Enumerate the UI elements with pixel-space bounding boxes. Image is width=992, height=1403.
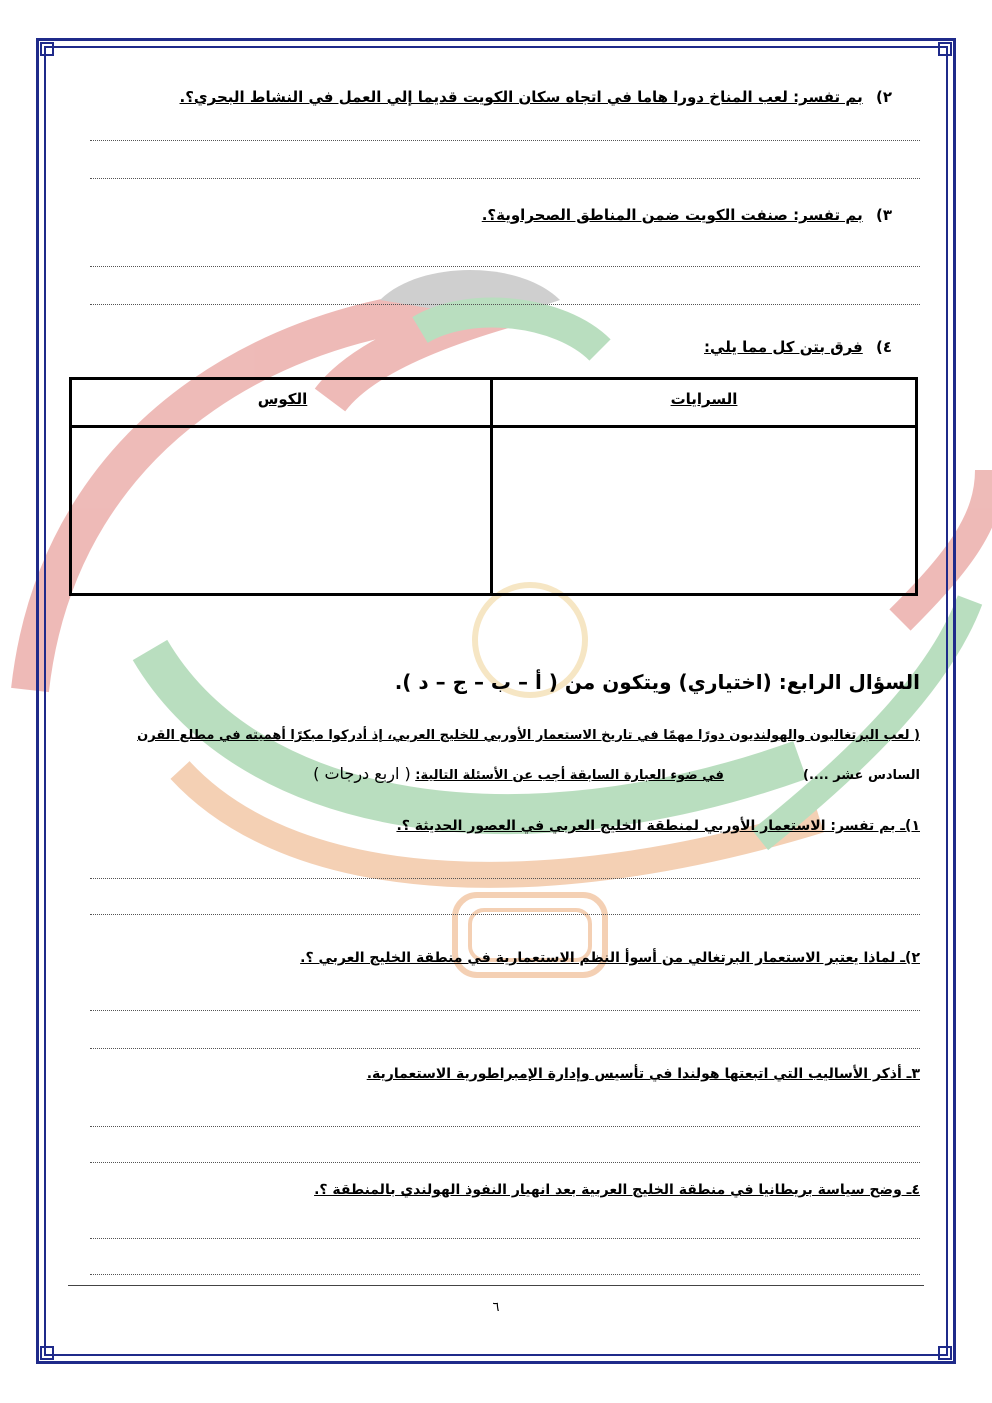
passage-line [313,764,920,783]
question-4 [704,338,892,356]
section-title: السؤال الرابع: (اختياري) ويتكون من ( أ – ب – ج – د ). [394,670,920,694]
subquestion-3: ٣ـ أذكر الأساليب التي اتبعتها هولندا في تأسيس وإدارة الإمبراطورية الاستعمارية. [366,1066,920,1082]
answer-line[interactable] [90,266,920,267]
answer-line[interactable] [90,304,920,305]
passage-instruction: في ضوء العبارة السابقة أجب عن الأسئلة التالية: [415,768,724,783]
question-text: بم تفسر: لعب المناخ دورا هاما في اتجاه سكان الكويت قديما إلي العمل في النشاط البحري؟. [179,88,863,106]
question-text: فرق بتن كل مما يلي: [704,338,863,356]
table-header: الكوس [72,380,493,428]
answer-line[interactable] [90,1126,920,1127]
table-column-right [490,380,915,593]
answer-line[interactable] [90,1238,920,1239]
answer-line[interactable] [90,1010,920,1011]
answer-line[interactable] [90,1274,920,1275]
passage-text: السادس عشر ....) [803,768,920,783]
answer-line[interactable] [90,140,920,141]
subquestion-2: ٢)ـ لماذا يعتبر الاستعمار البرتغالي من أسوأ النظم الاستعمارية في منطقة الخليج العربي ؟. [300,950,920,966]
answer-line[interactable] [90,914,920,915]
subquestion-4: ٤ـ وضح سياسة بريطانيا في منطقة الخليج العربية بعد انهيار النفوذ الهولندي بالمنطقة ؟. [314,1182,920,1198]
question-number: ٢) [875,88,892,106]
question-number: ٤) [875,338,892,356]
question-3 [482,206,892,224]
answer-line[interactable] [90,878,920,879]
question-2 [180,88,893,106]
table-column-left [72,380,493,593]
table-cell-answer[interactable] [493,428,915,593]
question-text: بم تفسر: صنفت الكويت ضمن المناطق الصحراوية؟. [481,206,863,224]
grade-note: ( اربع درجات ) [313,764,411,783]
question-number: ٣) [875,206,892,224]
table-header: السرايات [493,380,915,428]
footer-divider [68,1285,924,1286]
answer-line[interactable] [90,1162,920,1163]
comparison-table [69,377,918,596]
table-cell-answer[interactable] [72,428,493,593]
page-number: ٦ [492,1300,500,1315]
passage-line: ( لعب البرتغاليون والهولنديون دورًا مهمًا في تاريخ الاستعمار الأوربي للخليج العربي، إذ أدركوا مبكرًا أهميته في مطلع القرن [137,728,920,743]
answer-line[interactable] [90,1048,920,1049]
subquestion-1: ١)ـ بم تفسر: الاستعمار الأوربي لمنطقة الخليج العربي في العصور الحديثة ؟. [396,818,920,834]
answer-line[interactable] [90,178,920,179]
